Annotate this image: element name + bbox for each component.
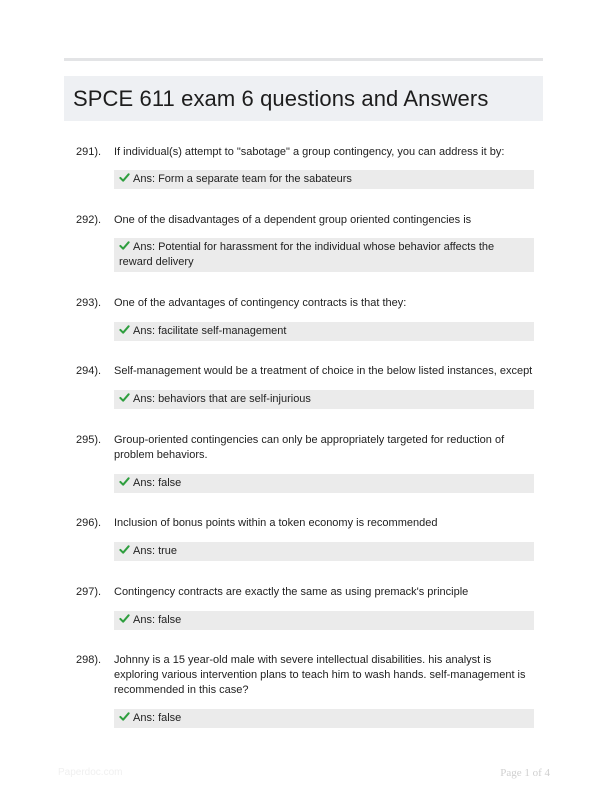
- answer-box: [114, 238, 534, 272]
- question-text: If individual(s) attempt to "sabotage" a group contingency, you can address it by:: [114, 146, 505, 158]
- answer-text: Ans: Potential for harassment for the individual whose behavior affects the reward delivery: [119, 241, 495, 268]
- question-number: 298).: [76, 654, 102, 666]
- question-text: One of the disadvantages of a dependent group oriented contingencies is: [114, 214, 472, 226]
- answer-text: Ans: false: [133, 477, 182, 489]
- answer-text: Ans: true: [133, 545, 178, 557]
- answer-box: [114, 474, 534, 493]
- answer-box: [114, 542, 534, 561]
- question-number: 293).: [76, 297, 102, 309]
- question-text: Johnny is a 15 year-old male with severe intellectual disabilities. his analyst is exploring various intervention plans to teach him to wash hands. self-management is recommended in this case?: [114, 654, 526, 696]
- question-number: 294).: [76, 365, 102, 377]
- answer-box: [114, 322, 534, 341]
- question-text: Group-oriented contingencies can only be appropriately targeted for reduction of problem behaviors.: [114, 434, 505, 461]
- footer-watermark: Paperdoc.com: [58, 767, 123, 778]
- question-text: Self-management would be a treatment of choice in the below listed instances, except: [114, 365, 533, 377]
- question-number: 292).: [76, 214, 102, 226]
- check-icon: [119, 324, 130, 335]
- check-icon: [119, 392, 130, 403]
- question-number: 291).: [76, 146, 102, 158]
- answer-box: [114, 611, 534, 630]
- page-title: SPCE 611 exam 6 questions and Answers: [73, 85, 489, 111]
- check-icon: [119, 711, 130, 722]
- answer-box: [114, 170, 534, 189]
- check-icon: [119, 240, 130, 251]
- question-number: 295).: [76, 434, 102, 446]
- answer-box: [114, 709, 534, 728]
- page-indicator: Page 1 of 4: [500, 767, 550, 779]
- question-number: 297).: [76, 586, 102, 598]
- question-number: 296).: [76, 517, 102, 529]
- check-icon: [119, 476, 130, 487]
- answer-text: Ans: Form a separate team for the sabateurs: [133, 173, 352, 185]
- answer-box: [114, 390, 534, 409]
- check-icon: [119, 172, 130, 183]
- answer-text: Ans: false: [133, 614, 182, 626]
- question-text: One of the advantages of contingency contracts is that they:: [114, 297, 407, 309]
- top-divider: [64, 58, 543, 61]
- answer-text: Ans: facilitate self-management: [133, 325, 287, 337]
- check-icon: [119, 544, 130, 555]
- answer-text: Ans: behaviors that are self-injurious: [133, 393, 311, 405]
- answer-text: Ans: false: [133, 712, 182, 724]
- question-text: Inclusion of bonus points within a token economy is recommended: [114, 517, 438, 529]
- title-banner: [64, 76, 543, 121]
- check-icon: [119, 613, 130, 624]
- question-text: Contingency contracts are exactly the same as using premack's principle: [114, 586, 469, 598]
